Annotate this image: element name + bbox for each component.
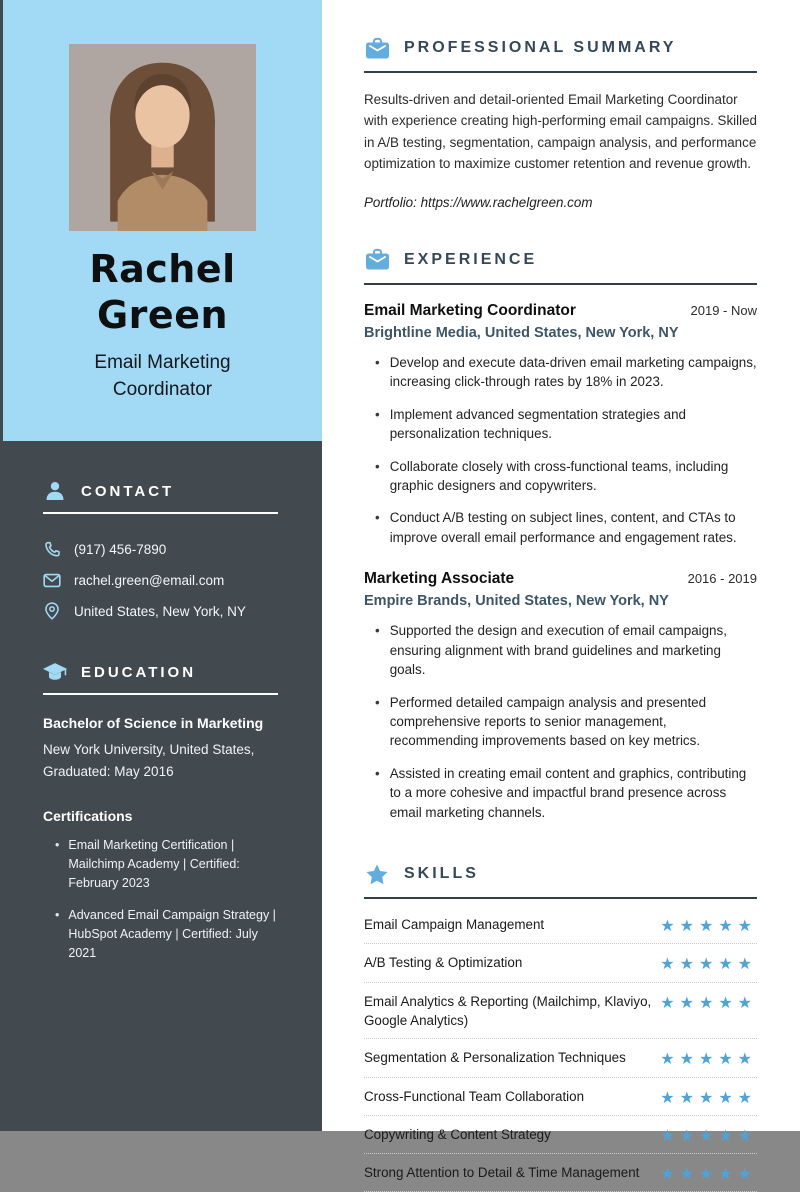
job-company: Empire Brands, United States, New York, NY bbox=[364, 593, 669, 610]
skill-row bbox=[364, 1078, 757, 1116]
bullet-icon bbox=[375, 621, 380, 679]
contact-item-location bbox=[43, 602, 278, 620]
contact-divider bbox=[43, 512, 278, 514]
bullet-icon bbox=[375, 457, 380, 496]
job-bullet bbox=[364, 457, 757, 496]
skills-section bbox=[364, 862, 757, 1192]
job-header bbox=[364, 302, 757, 320]
skill-row bbox=[364, 1116, 757, 1154]
education-section bbox=[43, 660, 278, 964]
job-bullet bbox=[364, 693, 757, 751]
job-bullet-text: Assisted in creating email content and graphics, contributing to a more cohesive and impactful brand presence across email marketing channels. bbox=[389, 765, 747, 820]
location-icon bbox=[43, 602, 61, 620]
summary-text: Results-driven and detail-oriented Email Marketing Coordinator with experience creating high-performing email campaigns. Skilled in A/B testing, segmentation, campaign analysis, and performance optimization to maximize customer retention and revenue growth. bbox=[364, 92, 757, 172]
skill-rating-stars: ★★★★★ bbox=[660, 1125, 757, 1145]
job-bullet-list bbox=[364, 353, 757, 548]
skill-list bbox=[364, 906, 757, 1192]
bullet-icon bbox=[375, 353, 380, 392]
bullet-icon bbox=[375, 693, 380, 751]
education-degree: Bachelor of Science in Marketing bbox=[43, 715, 264, 731]
summary-heading bbox=[364, 36, 757, 60]
education-heading bbox=[43, 660, 278, 684]
mail-icon bbox=[43, 571, 61, 589]
certification-text: Email Marketing Certification | Mailchimp Academy | Certified: February 2023 bbox=[68, 837, 240, 891]
job-bullet bbox=[364, 621, 757, 679]
contact-heading bbox=[43, 479, 278, 503]
job-title: Email Marketing Coordinator bbox=[364, 301, 576, 319]
job-company: Brightline Media, United States, New York, NY bbox=[364, 324, 679, 341]
contact-section bbox=[43, 479, 278, 620]
main-column bbox=[322, 0, 800, 1183]
job-dates: 2019 - Now bbox=[690, 302, 757, 318]
job-bullet bbox=[364, 508, 757, 547]
certification-item bbox=[43, 906, 278, 964]
skill-label: Cross-Functional Team Collaboration bbox=[364, 1088, 585, 1104]
job-bullet-text: Develop and execute data-driven email marketing campaigns, increasing click-through rates by 18% in 2023. bbox=[389, 354, 757, 390]
bullet-icon bbox=[375, 764, 380, 822]
summary-heading-label: PROFESSIONAL SUMMARY bbox=[404, 39, 677, 56]
job-bullet bbox=[364, 353, 757, 392]
skill-rating-stars: ★★★★★ bbox=[660, 1087, 757, 1107]
skill-label: Strong Attention to Detail & Time Management bbox=[364, 1165, 640, 1180]
contact-item-phone bbox=[43, 540, 278, 558]
briefcase-icon bbox=[364, 36, 390, 60]
job-entry bbox=[364, 302, 757, 548]
profile-last-name: Green bbox=[96, 292, 229, 337]
skill-row bbox=[364, 906, 757, 944]
bullet-icon bbox=[375, 508, 380, 547]
skill-row bbox=[364, 1154, 757, 1192]
skill-label: Email Campaign Management bbox=[364, 917, 545, 933]
briefcase-icon bbox=[364, 248, 390, 272]
sidebar bbox=[0, 0, 322, 1131]
job-bullet-text: Conduct A/B testing on subject lines, content, and CTAs to improve overall email performance and engagement rates. bbox=[389, 510, 737, 545]
contact-list bbox=[43, 540, 278, 620]
education-heading-label: EDUCATION bbox=[81, 663, 197, 681]
bullet-icon bbox=[375, 405, 380, 444]
job-bullet-text: Collaborate closely with cross-functional teams, including graphic designers and copywriters. bbox=[389, 458, 729, 493]
skill-label: Email Analytics & Reporting (Mailchimp, Klaviyo, Google Analytics) bbox=[364, 993, 652, 1028]
experience-heading-label: EXPERIENCE bbox=[404, 250, 538, 268]
sidebar-body bbox=[0, 441, 322, 964]
skills-heading-label: SKILLS bbox=[404, 865, 479, 883]
job-bullet-text: Performed detailed campaign analysis and presented comprehensive reports to senior management, recommending improvements based on key metrics. bbox=[389, 694, 707, 749]
job-bullet bbox=[364, 405, 757, 444]
skills-heading bbox=[364, 862, 757, 886]
experience-section bbox=[364, 248, 757, 822]
job-bullet bbox=[364, 764, 757, 822]
skill-rating-stars: ★★★★★ bbox=[660, 916, 757, 936]
job-dates: 2016 - 2019 bbox=[687, 571, 757, 587]
job-header bbox=[364, 570, 757, 588]
skill-row bbox=[364, 1039, 757, 1077]
experience-heading bbox=[364, 248, 757, 272]
skill-rating-stars: ★★★★★ bbox=[660, 954, 757, 974]
certification-item bbox=[43, 836, 278, 894]
skill-rating-stars: ★★★★★ bbox=[660, 1049, 757, 1069]
bullet-icon bbox=[55, 906, 59, 964]
job-bullet-list bbox=[364, 621, 757, 822]
job-bullet-text: Implement advanced segmentation strategies and personalization techniques. bbox=[389, 406, 686, 442]
bullet-icon bbox=[55, 836, 59, 894]
phone-icon bbox=[43, 540, 61, 558]
contact-location-text: United States, New York, NY bbox=[74, 603, 246, 619]
skill-label: Copywriting & Content Strategy bbox=[364, 1126, 551, 1142]
star-icon bbox=[364, 862, 390, 886]
summary-heading-divider bbox=[364, 71, 757, 73]
skill-row bbox=[364, 944, 757, 982]
education-school: New York University, United States, Graduated: May 2016 bbox=[43, 742, 255, 780]
person-icon bbox=[43, 479, 67, 503]
skill-label: A/B Testing & Optimization bbox=[364, 955, 523, 971]
skill-rating-stars: ★★★★★ bbox=[660, 992, 757, 1012]
experience-heading-divider bbox=[364, 283, 757, 285]
profile-first-name: Rachel bbox=[89, 247, 236, 291]
skill-rating-stars: ★★★★★ bbox=[660, 1164, 757, 1183]
contact-item-email bbox=[43, 571, 278, 589]
job-title: Marketing Associate bbox=[364, 570, 515, 588]
profile-hero bbox=[3, 0, 322, 441]
certification-text: Advanced Email Campaign Strategy | HubSpot Academy | Certified: July 2021 bbox=[68, 907, 276, 961]
graduation-cap-icon bbox=[43, 660, 67, 684]
job-entry bbox=[364, 570, 757, 822]
contact-phone-text: (917) 456-7890 bbox=[74, 541, 167, 557]
avatar-illustration bbox=[69, 44, 256, 231]
profile-job-title: Email Marketing Coordinator bbox=[94, 352, 231, 401]
profile-name bbox=[3, 247, 322, 338]
summary-section bbox=[364, 36, 757, 210]
skill-label: Segmentation & Personalization Techniques bbox=[364, 1050, 626, 1066]
portfolio-url: Portfolio: https://www.rachelgreen.com bbox=[364, 194, 593, 210]
education-divider bbox=[43, 693, 278, 695]
contact-heading-label: CONTACT bbox=[81, 482, 175, 500]
avatar bbox=[69, 44, 256, 231]
certifications-title: Certifications bbox=[43, 807, 133, 824]
contact-email-text: rachel.green@email.com bbox=[74, 572, 225, 588]
job-bullet-text: Supported the design and execution of email campaigns, ensuring alignment with brand guidelines and marketing goals. bbox=[389, 623, 727, 678]
skills-heading-divider bbox=[364, 897, 757, 899]
skill-row bbox=[364, 983, 757, 1040]
